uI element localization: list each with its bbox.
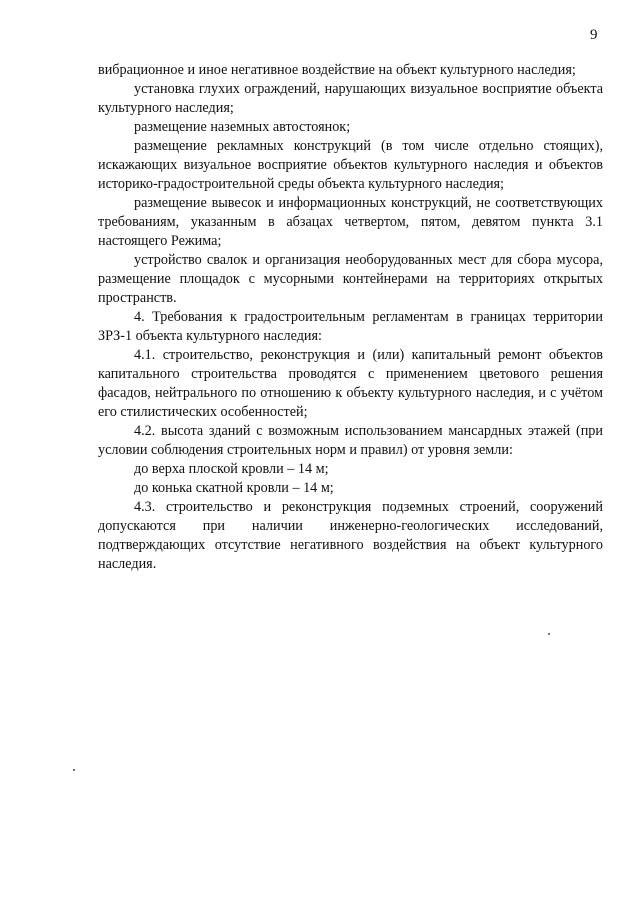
item-4-3: 4.3. строительство и реконструкция подземных строений, сооружений допускаются при наличии инженерно-геологических исследований, подтверждающих отсутствие негативного воздействия на объект культурного наследия. — [98, 499, 603, 572]
section-4-heading: 4. Требования к градостроительным регламентам в границах территории ЗРЗ-1 объекта культурного наследия: — [98, 309, 603, 344]
paragraph-advertising: размещение рекламных конструкций (в том числе отдельно стоящих), искажающих визуальное восприятие объектов культурного наследия и объектов историко-градостроительной среды объекта культурного наследия; — [98, 138, 603, 192]
height-flat-roof: до верха плоской кровли – 14 м; — [134, 461, 329, 477]
paragraph-vibration: вибрационное и иное негативное воздействие на объект культурного наследия; — [98, 62, 576, 78]
page-number: 9 — [590, 27, 598, 43]
item-4-2: 4.2. высота зданий с возможным использованием мансардных этажей (при условии соблюдения строительных норм и правил) от уровня земли: — [98, 423, 603, 458]
height-pitched-roof: до конька скатной кровли – 14 м; — [134, 480, 334, 496]
document-body — [98, 61, 603, 574]
paragraph-signage: размещение вывесок и информационных конструкций, не соответствующих требованиям, указанным в абзацах четвертом, пятом, девятом пункта 3.1 настоящего Режима; — [98, 195, 603, 249]
scan-speck — [73, 769, 75, 771]
paragraph-fences: установка глухих ограждений, нарушающих визуальное восприятие объекта культурного наследия; — [98, 81, 603, 116]
paragraph-parking: размещение наземных автостоянок; — [134, 119, 351, 135]
item-4-1: 4.1. строительство, реконструкция и (или) капитальный ремонт объектов капитального строительства проводятся с применением цветового решения фасадов, нейтрального по отношению к объекту культурного наследия, и с учётом его стилистических особенностей; — [98, 347, 603, 420]
scan-speck — [548, 633, 550, 635]
paragraph-dumps: устройство свалок и организация необорудованных мест для сбора мусора, размещение площадок с мусорными контейнерами на территориях открытых пространств. — [98, 252, 603, 306]
